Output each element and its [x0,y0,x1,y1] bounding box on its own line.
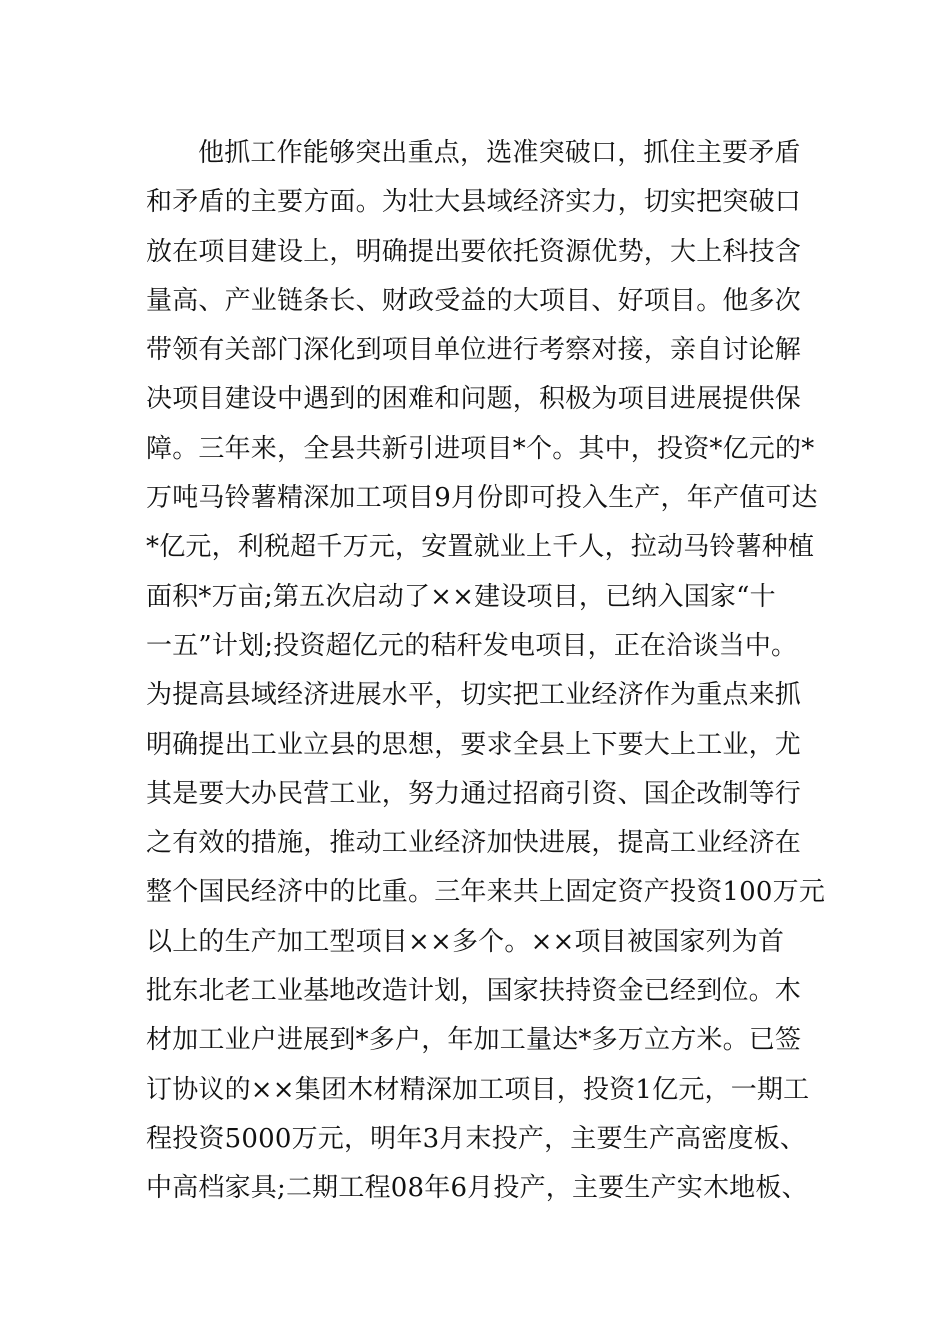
text-line: 明确提出工业立县的思想，要求全县上下要大上工业，尤 [146,729,802,760]
text-line: 他抓工作能够突出重点，选准突破口，抓住主要矛盾 [198,138,801,168]
text-line: 程投资5000万元，明年3月末投产，主要生产高密度板、 [146,1123,807,1154]
text-line: 面积*万亩;第五次启动了××建设项目，已纳入国家“十 [146,581,776,612]
text-line: 带领有关部门深化到项目单位进行考察对接，亲自讨论解 [146,335,802,366]
text-line: 批东北老工业基地改造计划，国家扶持资金已经到位。木 [146,976,802,1007]
text-line: 订协议的××集团木材精深加工项目，投资1亿元，一期工 [146,1074,810,1105]
text-line: 材加工业户进展到*多户，年加工量达*多万立方米。已签 [146,1025,802,1056]
text-line: 为提高县域经济进展水平，切实把工业经济作为重点来抓 [146,680,802,711]
text-line: *亿元，利税超千万元，安置就业上千人，拉动马铃薯种植 [146,532,815,563]
text-line: 决项目建设中遇到的困难和问题，积极为项目进展提供保 [146,384,802,415]
text-line: 之有效的措施，推动工业经济加快进展，提高工业经济在 [146,828,802,859]
text-line: 障。三年来，全县共新引进项目*个。其中，投资*亿元的* [146,433,815,464]
text-line: 以上的生产加工型项目××多个。××项目被国家列为首 [146,926,785,957]
text-line: 其是要大办民营工业，努力通过招商引资、国企改制等行 [146,778,802,809]
text-line: 放在项目建设上，明确提出要依托资源优势，大上科技含 [146,236,802,267]
text-line: 中高档家具;二期工程08年6月投产，主要生产实木地板、 [146,1173,808,1204]
text-line: 万吨马铃薯精深加工项目9月份即可投入生产，年产值可达 [146,483,818,514]
text-line: 整个国民经济中的比重。三年来共上固定资产投资100万元 [146,877,826,908]
text-line: 和矛盾的主要方面。为壮大县域经济实力，切实把突破口 [146,187,802,218]
text-line: 量高、产业链条长、财政受益的大项目、好项目。他多次 [146,285,802,316]
text-line: 一五”计划;投资超亿元的秸秆发电项目，正在洽谈当中。 [146,630,798,661]
body-text [146,129,826,1214]
